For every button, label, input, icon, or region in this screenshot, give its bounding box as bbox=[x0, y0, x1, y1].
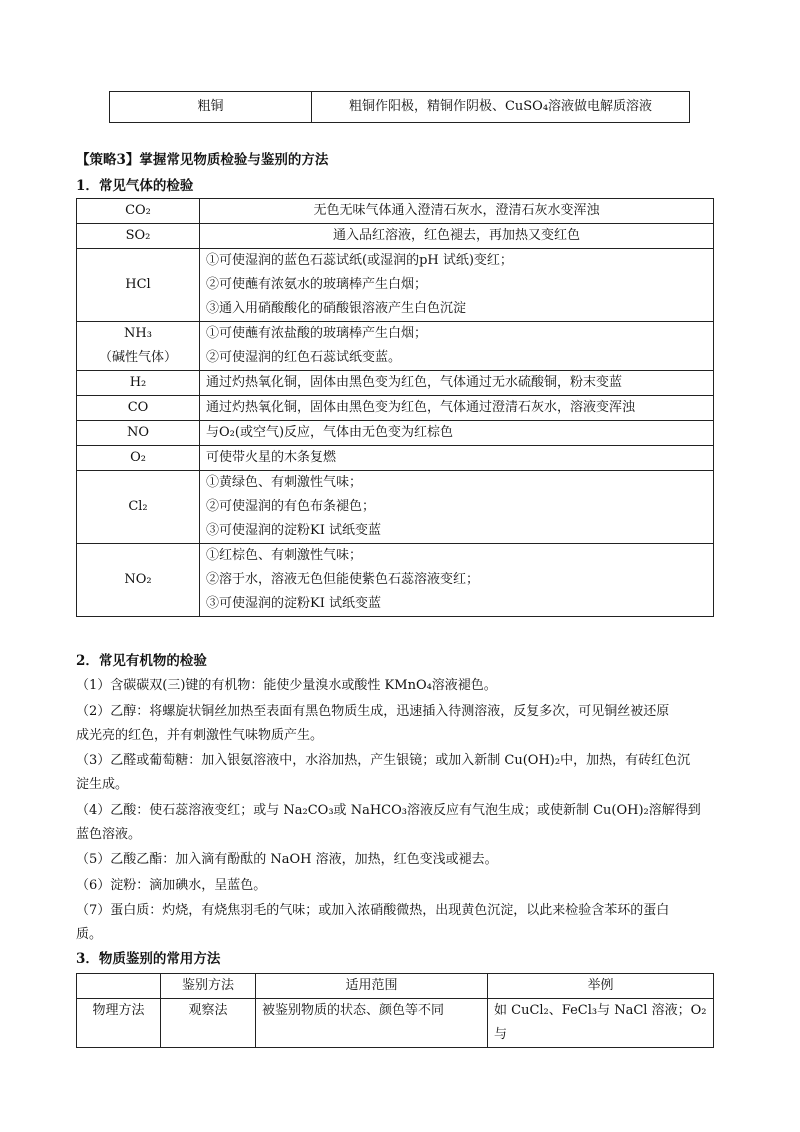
list-item bbox=[76, 848, 728, 872]
test-method-line: ③可使湿润的淀粉KI 试纸变蓝 bbox=[206, 596, 381, 611]
section2-heading: 2．常见有机物的检验 bbox=[76, 653, 207, 669]
gas-name-cell bbox=[77, 249, 200, 322]
test-method-line: 无色无味气体通入澄清石灰水，澄清石灰水变浑浊 bbox=[313, 203, 600, 218]
top-table bbox=[109, 91, 690, 123]
list-item-line: （2）乙醇：将螺旋状铜丝加热至表面有黑色物质生成，迅速插入待测溶液，反复多次，可见铜丝被还原 bbox=[76, 703, 670, 719]
gas-name-cell bbox=[77, 322, 200, 371]
gas-name-cell bbox=[77, 471, 200, 544]
table-row bbox=[77, 471, 714, 544]
list-item-line: （4）乙酸：使石蕊溶液变红；或与 Na₂CO₃或 NaHCO₃溶液反应有气泡生成；或使新制 Cu(OH)₂溶解得到 bbox=[76, 802, 701, 818]
table-row bbox=[77, 446, 714, 471]
gas-formula: HCl bbox=[125, 277, 151, 292]
gas-name-cell bbox=[77, 371, 200, 396]
test-method-cell bbox=[200, 544, 714, 617]
gas-formula: H₂ bbox=[129, 375, 147, 390]
test-method-cell bbox=[200, 371, 714, 396]
test-method-line: ②可使湿润的红色石蕊试纸变蓝。 bbox=[206, 350, 402, 365]
table-row bbox=[110, 92, 690, 123]
table-row bbox=[77, 396, 714, 421]
table-row bbox=[77, 322, 714, 371]
table-cell: 被鉴别物质的状态、颜色等不同 bbox=[256, 999, 488, 1048]
table-row bbox=[77, 224, 714, 249]
test-method-line: 可使带火星的木条复燃 bbox=[206, 450, 337, 465]
gas-name-cell bbox=[77, 396, 200, 421]
list-item-line: 淀生成。 bbox=[76, 777, 129, 792]
header-cell bbox=[77, 974, 161, 999]
test-method-line: 与O₂(或空气)反应，气体由无色变为红棕色 bbox=[206, 425, 454, 440]
header-cell: 适用范围 bbox=[256, 974, 488, 999]
header-cell: 鉴别方法 bbox=[161, 974, 256, 999]
table-row bbox=[77, 199, 714, 224]
gas-formula: CO bbox=[127, 400, 149, 415]
list-item-line: （7）蛋白质：灼烧，有烧焦羽毛的气味；或加入浓硝酸微热，出现黄色沉淀，以此来检验含苯环的蛋白 bbox=[76, 903, 670, 918]
gas-formula: SO₂ bbox=[125, 228, 151, 243]
test-method-cell bbox=[200, 471, 714, 544]
test-method-line: ①红棕色、有刺激性气味； bbox=[206, 548, 363, 563]
gas-formula: Cl₂ bbox=[128, 499, 148, 514]
gas-formula: NO₂ bbox=[124, 572, 152, 587]
gas-formula: O₂ bbox=[130, 450, 146, 465]
test-method-cell bbox=[200, 421, 714, 446]
gas-formula: CO₂ bbox=[125, 203, 151, 218]
table-header-row bbox=[77, 974, 714, 999]
list-item bbox=[76, 749, 728, 797]
list-item bbox=[76, 899, 728, 947]
gas-note: （碱性气体） bbox=[98, 350, 177, 365]
table-cell: 物理方法 bbox=[77, 999, 161, 1048]
table-row bbox=[77, 544, 714, 617]
test-method-cell bbox=[200, 199, 714, 224]
test-method-line: ①黄绿色、有刺激性气味； bbox=[206, 475, 363, 490]
test-method-line: ①可使蘸有浓盐酸的玻璃棒产生白烟； bbox=[206, 326, 428, 341]
table-row bbox=[77, 421, 714, 446]
gas-name-cell bbox=[77, 224, 200, 249]
test-method-line: ②可使蘸有浓氨水的玻璃棒产生白烟； bbox=[206, 277, 428, 292]
test-method-line: 通入品红溶液，红色褪去，再加热又变红色 bbox=[332, 228, 580, 243]
gas-name-cell bbox=[77, 421, 200, 446]
list-item-line: 质。 bbox=[76, 927, 103, 942]
test-method-line: ③可使湿润的淀粉KI 试纸变蓝 bbox=[206, 523, 381, 538]
list-item-line: （1）含碳碳双(三)键的有机物：能使少量溴水或酸性 KMnO₄溶液褪色。 bbox=[76, 678, 497, 693]
gas-name-cell bbox=[77, 446, 200, 471]
gas-formula: NH₃ bbox=[124, 326, 152, 341]
test-method-line: ②溶于水，溶液无色但能使紫色石蕊溶液变红； bbox=[206, 572, 480, 587]
material-cell: 粗铜 bbox=[110, 92, 312, 123]
gas-formula: NO bbox=[126, 425, 150, 440]
table-cell: 观察法 bbox=[161, 999, 256, 1048]
strategy-heading: 【策略3】掌握常见物质检验与鉴别的方法 bbox=[76, 152, 329, 168]
table-cell: 如 CuCl₂、FeCl₃与 NaCl 溶液；O₂与 bbox=[488, 999, 714, 1048]
test-method-cell bbox=[200, 322, 714, 371]
identification-table bbox=[76, 973, 714, 1048]
list-item bbox=[76, 874, 728, 898]
list-item bbox=[76, 674, 728, 698]
list-item-line: 成光亮的红色，并有刺激性气味物质产生。 bbox=[76, 727, 324, 743]
test-method-line: 通过灼热氧化铜，固体由黑色变为红色，气体通过无水硫酸铜，粉末变蓝 bbox=[206, 375, 623, 390]
section3-heading: 3．物质鉴别的常用方法 bbox=[76, 951, 221, 967]
method-cell: 粗铜作阳极，精铜作阴极、CuSO₄溶液做电解质溶液 bbox=[312, 92, 690, 123]
gas-table bbox=[76, 198, 714, 617]
test-method-cell bbox=[200, 396, 714, 421]
list-item bbox=[76, 799, 728, 847]
table-row bbox=[77, 249, 714, 322]
table-row bbox=[77, 999, 714, 1048]
list-item-line: （6）淀粉：滴加碘水，呈蓝色。 bbox=[76, 877, 267, 893]
test-method-cell bbox=[200, 446, 714, 471]
test-method-line: 通过灼热氧化铜，固体由黑色变为红色，气体通过澄清石灰水，溶液变浑浊 bbox=[206, 400, 636, 415]
header-cell: 举例 bbox=[488, 974, 714, 999]
organic-tests-list bbox=[76, 674, 728, 949]
list-item-line: （3）乙醛或葡萄糖：加入银氨溶液中，水浴加热，产生银镜；或加入新制 Cu(OH)₂中，加热，有砖红色沉 bbox=[76, 753, 691, 768]
test-method-cell bbox=[200, 249, 714, 322]
list-item-line: 蓝色溶液。 bbox=[76, 826, 142, 842]
gas-name-cell bbox=[77, 199, 200, 224]
list-item-line: （5）乙酸乙酯：加入滴有酚酞的 NaOH 溶液，加热，红色变浅或褪去。 bbox=[76, 852, 498, 867]
test-method-line: ③通入用硝酸酸化的硝酸银溶液产生白色沉淀 bbox=[206, 301, 467, 316]
gas-name-cell bbox=[77, 544, 200, 617]
test-method-line: ①可使湿润的蓝色石蕊试纸(或湿润的pH 试纸)变红； bbox=[206, 253, 513, 268]
test-method-line: ②可使湿润的有色布条褪色； bbox=[206, 499, 376, 514]
list-item bbox=[76, 700, 728, 748]
section1-heading: 1．常见气体的检验 bbox=[76, 178, 194, 194]
table-row bbox=[77, 371, 714, 396]
test-method-cell bbox=[200, 224, 714, 249]
